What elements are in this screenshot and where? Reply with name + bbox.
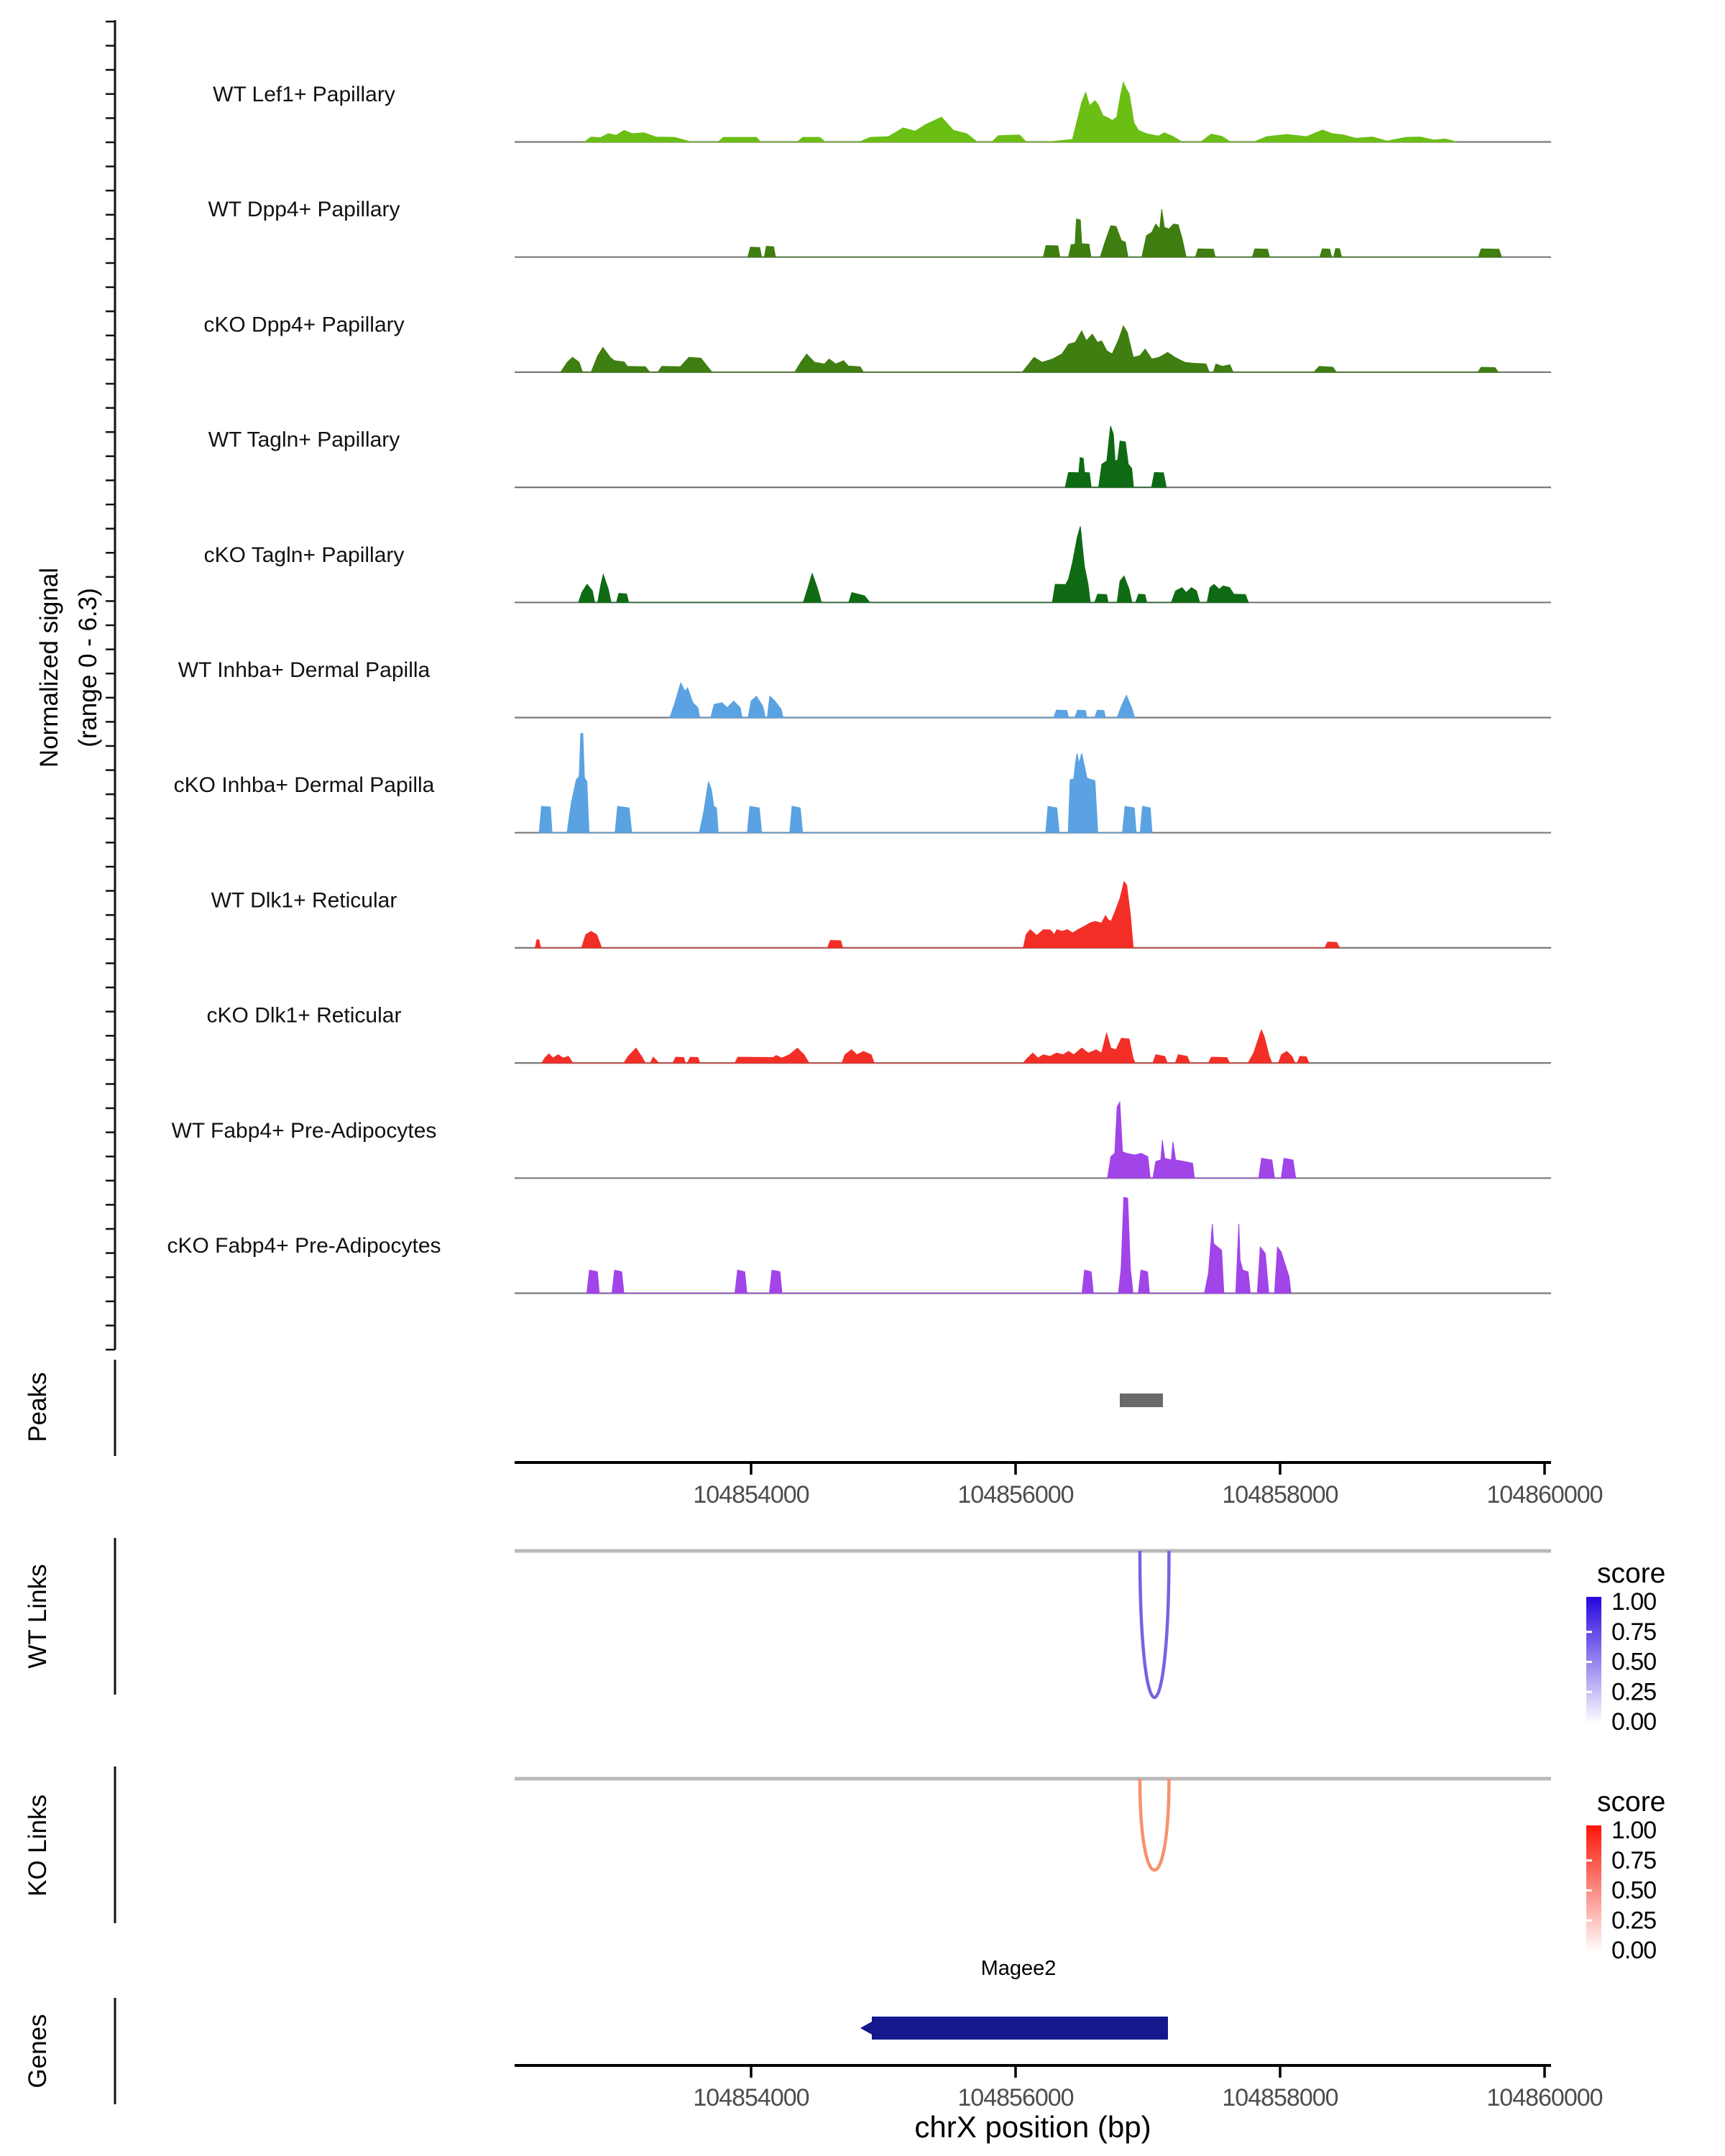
coverage-track-5	[515, 526, 1551, 602]
link-arc	[1140, 1779, 1169, 1870]
x-axis-tick-label: 104854000	[693, 2084, 809, 2111]
middle-x-axis	[515, 1462, 1603, 1508]
wt-links-panel	[515, 1551, 1551, 1697]
track-label: cKO Dlk1+ Reticular	[206, 1003, 402, 1028]
coverage-area	[748, 209, 1501, 257]
ko-links-panel	[515, 1779, 1551, 1870]
legend-tick-mark	[1586, 1691, 1592, 1693]
coverage-track-1	[515, 83, 1551, 142]
track-labels	[167, 83, 441, 1258]
legend-gradient-bar	[1586, 1825, 1601, 1953]
y-axis-label-line1: Normalized signal	[35, 567, 63, 768]
coverage-area	[584, 83, 1457, 142]
bigwig-tracks	[515, 83, 1551, 1294]
coverage-area	[587, 1197, 1292, 1294]
coverage-area	[1065, 426, 1167, 487]
track-label: cKO Tagln+ Papillary	[203, 543, 405, 567]
legend-tick-mark	[1586, 1920, 1592, 1922]
legend-tick-label: 1.00	[1611, 1817, 1657, 1844]
gene-body	[872, 2017, 1168, 2040]
x-axis-title: chrX position (bp)	[914, 2110, 1151, 2144]
coverage-track-9	[515, 1030, 1551, 1063]
x-axis-tick-label: 104860000	[1486, 2084, 1603, 2111]
track-label: cKO Dpp4+ Papillary	[203, 313, 405, 337]
track-label: WT Dlk1+ Reticular	[211, 888, 397, 913]
legend-tick-mark	[1586, 1859, 1592, 1861]
section-label-peaks: Peaks	[24, 1372, 52, 1442]
x-axis-tick-label: 104860000	[1486, 1481, 1603, 1508]
legend-tick-label: 0.75	[1611, 1846, 1657, 1874]
gene-name-label: Magee2	[980, 1957, 1057, 1980]
track-label: WT Dpp4+ Papillary	[208, 198, 400, 222]
link-arc	[1140, 1551, 1169, 1697]
track-label: cKO Inhba+ Dermal Papilla	[173, 773, 435, 798]
section-label-ko-links: KO Links	[24, 1795, 52, 1897]
legend-tick-mark	[1586, 1631, 1592, 1633]
coverage-area	[561, 326, 1499, 372]
x-axis-tick-label: 104856000	[957, 1481, 1074, 1508]
ko-score-legend	[1586, 1817, 1656, 1964]
legend-tick-label: 0.50	[1611, 1876, 1657, 1904]
coverage-track-4	[515, 426, 1551, 487]
peaks-track	[1120, 1393, 1163, 1407]
legend-tick-label: 0.00	[1611, 1708, 1657, 1736]
section-label-genes: Genes	[24, 2014, 52, 2088]
legend-tick-label: 0.25	[1611, 1907, 1657, 1935]
legend-tick-label: 0.75	[1611, 1618, 1657, 1646]
gene-strand-arrow	[860, 2022, 872, 2035]
coverage-track-6	[515, 683, 1551, 717]
track-label: cKO Fabp4+ Pre-Adipocytes	[167, 1234, 441, 1258]
legend-gradient-bar	[1586, 1597, 1601, 1724]
wt-score-legend	[1586, 1588, 1656, 1736]
coverage-track-10	[515, 1102, 1551, 1178]
ko-legend-title: score	[1597, 1787, 1666, 1818]
coverage-area	[670, 683, 1135, 717]
x-axis-tick-label: 104858000	[1222, 2084, 1338, 2111]
legend-tick-mark	[1586, 1889, 1592, 1892]
legend-tick-label: 1.00	[1611, 1588, 1657, 1616]
legend-tick-mark	[1586, 1661, 1592, 1663]
x-axis-tick-label: 104854000	[693, 1481, 809, 1508]
bigwig-y-axis	[106, 20, 115, 1350]
section-label-wt-links: WT Links	[24, 1564, 52, 1669]
peak-interval	[1120, 1393, 1163, 1407]
coverage-track-7	[515, 734, 1551, 833]
track-label: WT Lef1+ Papillary	[213, 83, 395, 106]
x-axis-tick-label: 104856000	[957, 2084, 1074, 2111]
genes-track	[860, 2017, 1168, 2040]
legend-tick-label: 0.00	[1611, 1937, 1657, 1964]
coverage-area	[535, 882, 1340, 948]
track-label: WT Fabp4+ Pre-Adipocytes	[171, 1118, 437, 1143]
wt-legend-title: score	[1597, 1558, 1666, 1589]
coverage-track-11	[515, 1197, 1551, 1294]
coverage-area	[542, 1030, 1309, 1063]
track-label: WT Tagln+ Papillary	[208, 428, 400, 452]
track-label: WT Inhba+ Dermal Papilla	[178, 658, 431, 682]
coverage-track-3	[515, 326, 1551, 372]
coverage-area	[1108, 1102, 1296, 1178]
coverage-area	[579, 526, 1248, 602]
bottom-x-axis	[515, 2065, 1603, 2111]
x-axis-tick-label: 104858000	[1222, 1481, 1338, 1508]
legend-tick-label: 0.50	[1611, 1648, 1657, 1676]
coverage-track-2	[515, 209, 1551, 257]
legend-tick-label: 0.25	[1611, 1678, 1657, 1706]
y-axis-label-line2: (range 0 - 6.3)	[74, 588, 102, 747]
coverage-track-8	[515, 882, 1551, 948]
coverage-area	[539, 734, 1152, 833]
